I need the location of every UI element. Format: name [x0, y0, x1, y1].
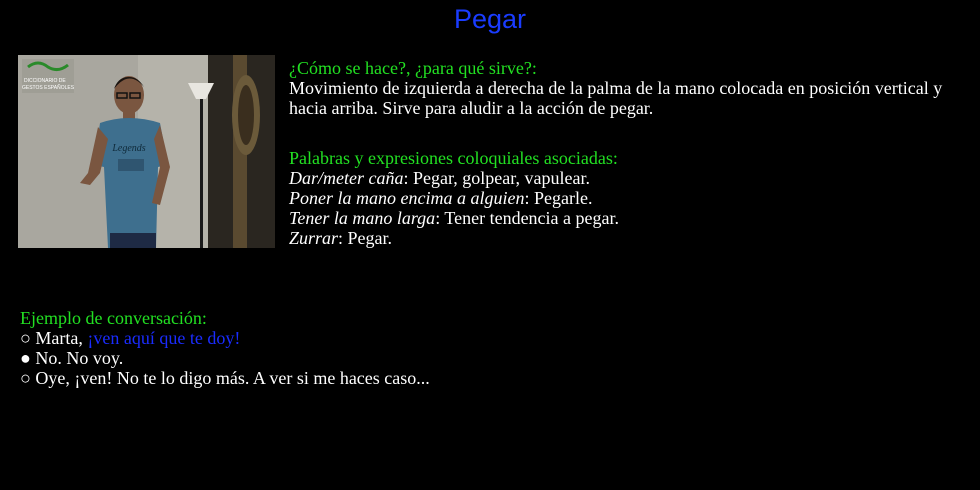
gesture-photo [18, 55, 275, 248]
hollow-bullet-icon: ○ [20, 368, 31, 388]
dialogue-highlight: ¡ven aquí que te doy! [87, 328, 241, 348]
dialogue-text: Marta, [30, 328, 88, 348]
expression-term: Dar/meter caña [289, 168, 404, 188]
logo-text-line-2: GESTOS ESPAÑOLES [22, 85, 75, 91]
shirt-print-text: Legends [112, 143, 146, 154]
dialogue-line [20, 368, 920, 388]
dialogue-text: Oye, ¡ven! No te lo digo más. A ver si me haces caso... [30, 368, 430, 388]
page-title: Pegar [453, 4, 527, 34]
how-heading: ¿Cómo se hace?, ¿para qué sirve?: [289, 58, 537, 78]
expression-item [289, 188, 959, 208]
expression-meaning: : Tener tendencia a pegar. [435, 208, 620, 228]
hollow-bullet-icon: ○ [20, 328, 31, 348]
filled-bullet-icon: ● [20, 348, 31, 368]
expression-item [289, 208, 959, 228]
expressions-section [289, 148, 959, 248]
how-section [289, 58, 959, 118]
how-text: Movimiento de izquierda a derecha de la palma de la mano colocada en posición vertical y hacia arriba. Sirve para aludir a la acción de pegar. [289, 78, 943, 118]
dialogue-line [20, 328, 920, 348]
expression-meaning: : Pegarle. [524, 188, 593, 208]
example-section [20, 308, 920, 388]
expression-term: Tener la mano larga [289, 208, 436, 228]
expression-term: Poner la mano encima a alguien [289, 188, 525, 208]
expression-meaning: : Pegar, golpear, vapulear. [403, 168, 590, 188]
dialogue-text: No. No voy. [30, 348, 124, 368]
expression-item [289, 228, 959, 248]
example-heading: Ejemplo de conversación: [20, 308, 207, 328]
expression-item [289, 168, 959, 188]
expression-meaning: : Pegar. [338, 228, 393, 248]
logo-text-line-1: DICCIONARIO DE [24, 78, 66, 84]
dialogue-line [20, 348, 920, 368]
expressions-heading: Palabras y expresiones coloquiales asociadas: [289, 148, 618, 168]
expression-term: Zurrar [289, 228, 339, 248]
